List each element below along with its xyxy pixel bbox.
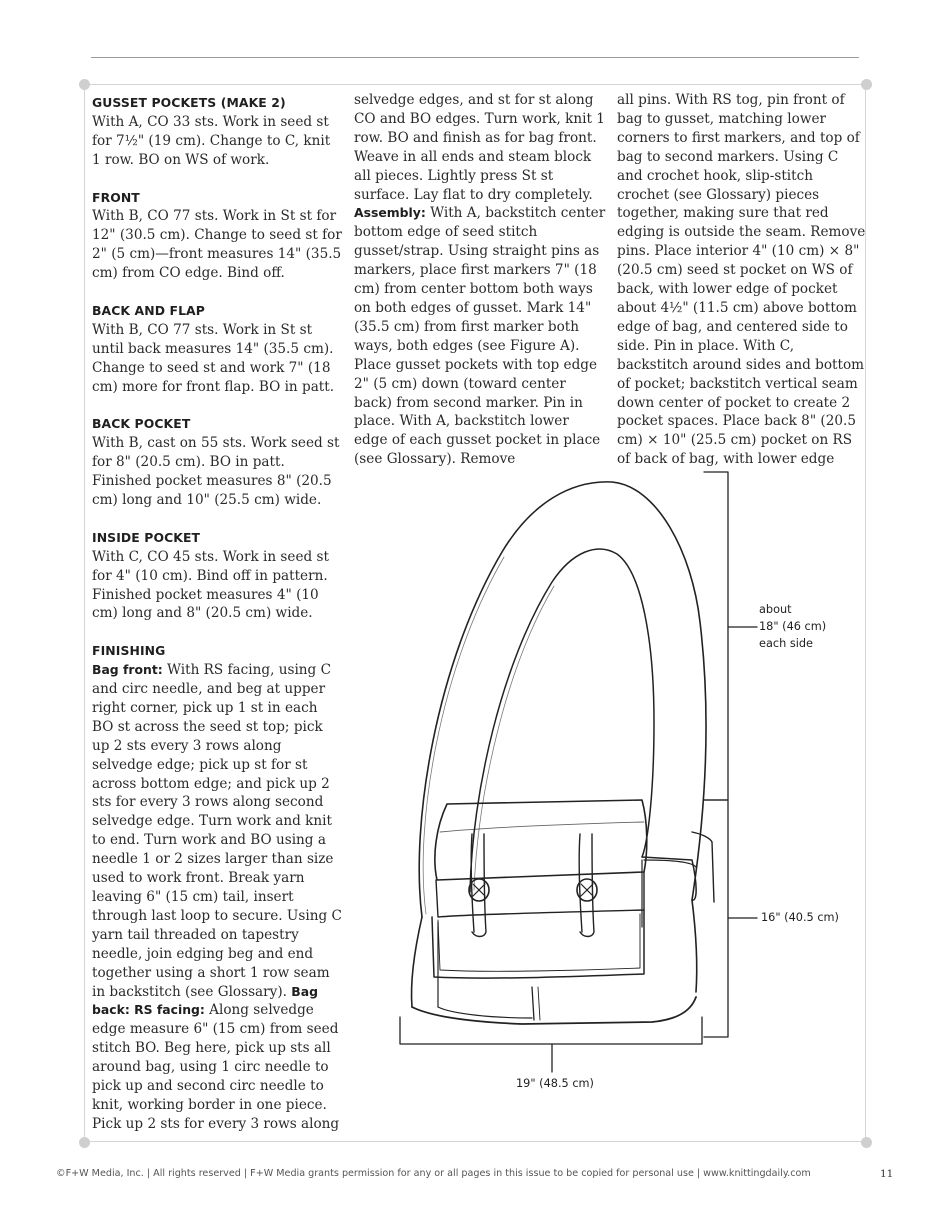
page-number: 11: [880, 1168, 894, 1180]
section-body: With B, cast on 55 sts. Work seed st for 8" (20.5 cm). BO in patt. Finished pocket measures 8" (20.5 cm) long and 10" (25.5 cm) wide.: [92, 435, 340, 508]
bag-back-label: Bag back: RS facing:: [92, 983, 318, 1018]
section-heading: INSIDE POCKET: [92, 529, 201, 545]
section-body: With B, CO 77 sts. Work in St st for 12" (30.5 cm). Change to seed st for 2" (5 cm)—front measures 14" (35.5 cm) from CO edge. Bind off.: [92, 208, 342, 282]
bag-back-text: Along selvedge edge measure 6" (15 cm) from seed stitch BO. Beg here, pick up sts all around bag, using 1 circ needle to pick up and second circ needle to knit, working border in one piece. Pick up 2 sts for every 3 rows along: [92, 1002, 340, 1132]
text-column-1: [92, 94, 342, 1134]
assembly-text: With A, backstitch center bottom edge of seed stitch gusset/strap. Using straight pins as markers, place first markers 7" (18 cm) from center bottom both ways on both edges of gusset. Mark 14" (35.5 cm) from first marker both ways, both edges (see Figure A). Place gusset pockets with top edge 2" (5 cm) down (toward center back) from second marker. Pin in place. With A, backstitch lower edge of each gusset pocket in place (see Glossary). Remove: [354, 205, 606, 468]
section-inside-pocket: [92, 529, 342, 624]
section-body: With C, CO 45 sts. Work in seed st for 4" (10 cm). Bind off in pattern. Finished pocket measures 4" (10 cm) long and 8" (20.5 cm) wide.: [92, 548, 329, 622]
strap-length-label: [759, 601, 826, 652]
strap-dimension-bracket: [704, 472, 728, 800]
text-column-2: [354, 91, 606, 469]
section-back-pocket: [92, 415, 342, 510]
footer-copyright: ©F+W Media, Inc. | All rights reserved | F+W Media grants permission for any or all pages in this issue to be copied for personal use | www.knittingdaily.com: [56, 1168, 811, 1179]
section-heading: BACK POCKET: [92, 416, 191, 432]
top-rule: [91, 57, 859, 58]
section-front: [92, 189, 342, 284]
section-heading: BACK AND FLAP: [92, 302, 205, 318]
frame-corner-dot: [861, 1137, 872, 1148]
section-body: With A, CO 33 sts. Work in seed st for 7½" (19 cm). Change to C, knit 1 row. BO on WS of work.: [92, 113, 331, 168]
strap-inner-edge: [470, 549, 654, 892]
height-label: 16" (40.5 cm): [761, 911, 839, 924]
text-column-3: [617, 91, 867, 469]
height-dimension-bracket: [704, 800, 728, 1037]
strap-label-line: each side: [759, 637, 813, 650]
section-body: With B, CO 77 sts. Work in St st until back measures 14" (35.5 cm). Change to seed st and work 7" (18 cm) more for front flap. BO in patt.: [92, 321, 335, 395]
section-heading: GUSSET POCKETS (MAKE 2): [92, 95, 286, 110]
section-gusset-pockets: [92, 94, 342, 170]
frame-corner-dot: [79, 79, 90, 90]
assembly-intro-text: selvedge edges, and st for st along CO and BO edges. Turn work, knit 1 row. BO and finish as for bag front. Weave in all ends and steam block all pieces. Lightly press St st surface. Lay flat to dry completely.: [354, 92, 605, 203]
frame-corner-dot: [79, 1137, 90, 1148]
bag-body-outline: [412, 997, 696, 1024]
section-finishing: [92, 642, 342, 1134]
bag-front-label: Bag front:: [92, 662, 163, 678]
strap-label-line: 18" (46 cm): [759, 620, 827, 633]
section-heading: FINISHING: [92, 643, 166, 659]
section-heading: FRONT: [92, 189, 140, 205]
assembly-label: Assembly:: [354, 205, 426, 221]
strap-label-line: about: [759, 603, 792, 616]
bag-front-text: With RS facing, using C and circ needle, and beg at upper right corner, pick up 1 st in each BO st across the seed st top; pick up 2 sts every 3 rows along selvedge edge; pick up st for st across bottom edge; and pick up 2 sts for every 3 rows along second selvedge edge. Turn work and knit to end. Turn work and BO using a needle 1 or 2 sizes larger than size used to work front. Break yarn leaving 6" (15 cm) tail, insert through last loop to secure. Using C yarn tail threaded on tapestry needle, join edging beg and end together using a short 1 row seam in backstitch (see Glossary).: [92, 662, 342, 1000]
width-label: 19" (48.5 cm): [516, 1077, 594, 1090]
frame-corner-dot: [861, 79, 872, 90]
section-back-and-flap: [92, 302, 342, 397]
strap-outer-edge: [419, 482, 706, 917]
assembly-continued-text: all pins. With RS tog, pin front of bag to gusset, matching lower corners to first markers, and top of bag to second markers. Using C and crochet hook, slip-stitch crochet (see Glossary) pieces together, making sure that red edging is outside the seam. Remove pins. Place interior 4" (10 cm) × 8" (20.5 cm) seed st pocket on WS of back, with lower edge of pocket about 4½" (11.5 cm) above bottom edge of bag, and centered side to side. Pin in place. With C, backstitch around sides and bottom of pocket; backstitch vertical seam down center of pocket to create 2 pocket spaces. Place back 8" (20.5 cm) × 10" (25.5 cm) pocket on RS of back of bag, with lower edge: [617, 92, 866, 468]
bag-illustration: [392, 462, 862, 1112]
bag-flap: [435, 800, 647, 880]
